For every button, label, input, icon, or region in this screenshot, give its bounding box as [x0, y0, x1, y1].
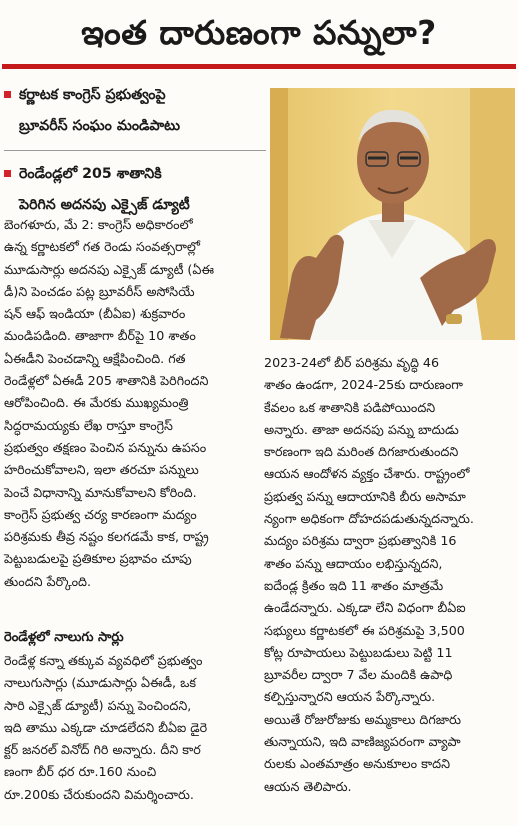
highlight-2: [4, 159, 266, 221]
bullet-square-icon: [4, 91, 11, 98]
body-line: కల్పిస్తున్నారని ఆయన పేర్కొన్నారు.: [264, 689, 436, 705]
body-line: కారణంగా ఇది మరింత దిగజారుతుందని: [264, 444, 459, 460]
body-line: షన్ ఆఫ్ ఇండియా (బీఏఐ) శుక్రవారం: [4, 306, 186, 322]
speaker-photo: [270, 88, 515, 340]
body-line: కాంగ్రెస్ ప్రభుత్వ చర్య కారణంగా మద్యం: [4, 506, 197, 522]
body-line: బెంగళూరు, మే 2: కాంగ్రెస్ అధికారంలో: [4, 217, 193, 232]
body-line: పెట్టుబడులపై ప్రతికూల ప్రభావం చూపు: [4, 551, 192, 567]
body-line: ణంగా బీర్ ధర రూ.160 నుంచి: [4, 764, 157, 780]
speaker-photo-illustration: [270, 88, 515, 340]
highlight-1: [4, 80, 266, 142]
article-column-1: [4, 214, 262, 593]
body-line: డీ)ని పెంచడం పట్ల బ్రూవరీస్ అసోసియే: [4, 283, 195, 299]
body-line: ఆయన ఆందోళన వ్యక్తం చేశారు. రాష్ట్రంలో: [264, 466, 470, 482]
body-line: సారి ఎక్సైజ్ డ్యూటీ) పన్ను పెంచిందని,: [4, 697, 192, 713]
body-line: రెండేళ్ల కన్నా తక్కువ వ్యవధిలో ప్రభుత్వం: [4, 653, 203, 668]
article-column-2: [264, 352, 516, 798]
body-line: పరిశ్రమకు తీవ్ర నష్టం కలగడమే కాక, రాష్ట్ర: [4, 529, 209, 545]
bullet-square-icon: [4, 170, 11, 177]
body-line: తుందని పేర్కొంది.: [4, 573, 92, 589]
body-line: రూ.200కు చేరుకుందని విమర్శించారు.: [4, 786, 194, 802]
body-line: మండిపడింది. తాజాగా బీర్‌పై 10 శాతం: [4, 328, 196, 344]
body-line: ఐదేండ్ల క్రితం ఇది 11 శాతం మాత్రమే: [264, 577, 444, 593]
highlight-line: రెండేండ్లలో 205 శాతానికి: [19, 166, 162, 182]
body-line: కోట్ల రూపాయలు పెట్టుబడులు పెట్టి 11: [264, 644, 453, 660]
body-line: మద్యం పరిశ్రమ ద్వారా ప్రభుత్వానికి 16: [264, 533, 457, 549]
highlight-line: పెరిగిన అదనపు ఎక్సైజ్ డ్యూటీ: [19, 197, 190, 213]
body-line: బ్రూవరీల ద్వారా 7 వేల మందికి ఉపాధి: [264, 667, 453, 683]
body-line: 2023-24లో బీర్ పరిశ్రమ వృద్ధి 46: [264, 355, 440, 370]
headline-rule: [2, 64, 516, 69]
body-line: హరించుకోవాలని, ఇలా తరచూ పన్నులు: [4, 462, 199, 478]
body-line: ఉన్న కర్ణాటకలో గత రెండు సంవత్సరాల్లో: [4, 239, 200, 255]
highlight-line: బ్రూవరీస్ సంఘం మండిపాటు: [19, 118, 181, 134]
body-line: సిద్ధరామయ్యకు లేఖ రాస్తూ కాంగ్రెస్: [4, 417, 173, 433]
body-line: అయితే రోజురోజుకు అమ్మకాలు దిగజారు: [264, 711, 461, 727]
body-line: సభ్యులు కర్ణాటకలో ఈ పరిశ్రమపై 3,500: [264, 622, 465, 638]
body-line: ఆయన తెలిపారు.: [264, 778, 352, 794]
highlight-line: కర్ణాటక కాంగ్రెస్ ప్రభుత్వంపై: [19, 87, 166, 103]
body-line: శాతం పన్ను ఆదాయం లభిస్తున్నదని,: [264, 555, 443, 571]
body-line: మూడుసార్లు అదనపు ఎక్సైజ్ డ్యూటీ (ఏఈ: [4, 261, 214, 277]
article-column-1-continued: [4, 650, 262, 806]
body-line: ఏఈడీని పెంచడాన్ని ఆక్షేపించింది. గత: [4, 350, 186, 366]
body-line: ఇది తాము ఎక్కడా చూడలేదని బీఏఐ డైరె: [4, 719, 208, 735]
body-line: అన్నారు. తాజా అదనపు పన్ను బాదుడు: [264, 421, 459, 437]
body-line: న్యంగా అధికంగా దోహదపడుతున్నదన్నారు.: [264, 511, 474, 527]
highlights: [4, 80, 266, 221]
headline: ఇంత దారుణంగా పన్నులా?: [81, 13, 437, 52]
body-line: తున్నాయని, ఇది వాణిజ్యపరంగా వ్యాపా: [264, 734, 461, 750]
body-line: క్టర్ జనరల్ వినోద్ గిరి అన్నారు. దీని కార: [4, 742, 201, 758]
body-line: రెండేళ్లలో ఏఈడీ 205 శాతానికి పెరిగిందని: [4, 373, 209, 389]
highlight-divider: [4, 150, 266, 151]
body-line: ప్రభుత్వ పన్ను ఆదాయానికి బీరు అసామా: [264, 488, 466, 504]
body-line: కేవలం ఒక శాతానికి పడిపోయిందని: [264, 399, 436, 415]
body-line: ప్రభుత్వం తక్షణం పెంచిన పన్నును ఉపసం: [4, 439, 207, 455]
body-line: ఆరోపించింది. ఈ మేరకు ముఖ్యమంత్రి: [4, 395, 189, 411]
body-line: పెంచే విధానాన్ని మానుకోవాలని కోరింది.: [4, 484, 197, 500]
body-line: నాలుగుసార్లు (మూడుసార్లు ఏఈడీ, ఒక: [4, 675, 197, 691]
body-line: ఉండేదన్నారు. ఎక్కడా లేని విధంగా బీఏఐ: [264, 600, 466, 616]
subheading: రెండేళ్లలో నాలుగు సార్లు: [4, 630, 124, 645]
body-line: శాతం ఉండగా, 2024-25కు దారుణంగా: [264, 377, 463, 393]
body-line: రులకు ఎంతమాత్రం అనుకూలం కాదని: [264, 756, 450, 772]
